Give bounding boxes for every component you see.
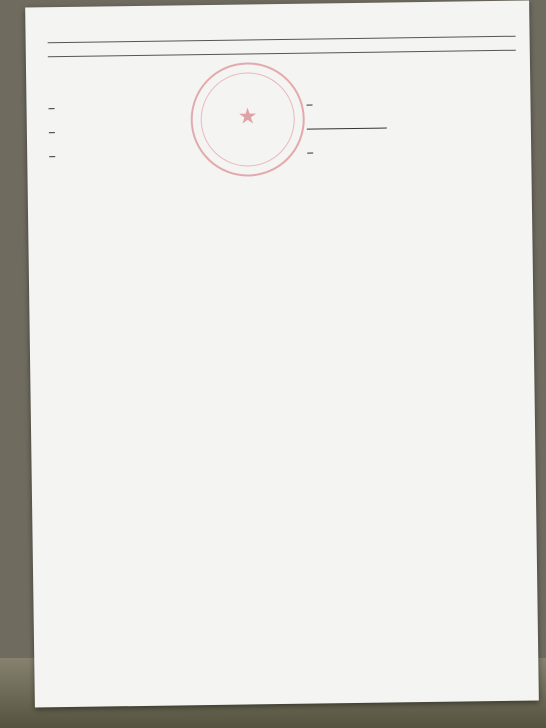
clauses-section-6 (48, 29, 516, 36)
agent-sign-line (307, 119, 387, 130)
contract-page (25, 1, 539, 708)
party-a-value (48, 99, 54, 109)
date-value (307, 144, 313, 154)
manager-row (49, 147, 55, 156)
party-b-value (306, 96, 312, 106)
party-b-row (306, 96, 312, 105)
contract-content (48, 29, 518, 186)
date-row (307, 144, 313, 153)
agent-row (307, 119, 387, 130)
party-a-row (48, 99, 54, 108)
signature-block (48, 59, 518, 186)
consultant-value (49, 123, 55, 133)
other-line (48, 35, 516, 44)
company-seal: ★ (190, 62, 306, 178)
manager-value (49, 147, 55, 157)
section-10-line (48, 49, 516, 58)
consultant-row (49, 123, 55, 132)
